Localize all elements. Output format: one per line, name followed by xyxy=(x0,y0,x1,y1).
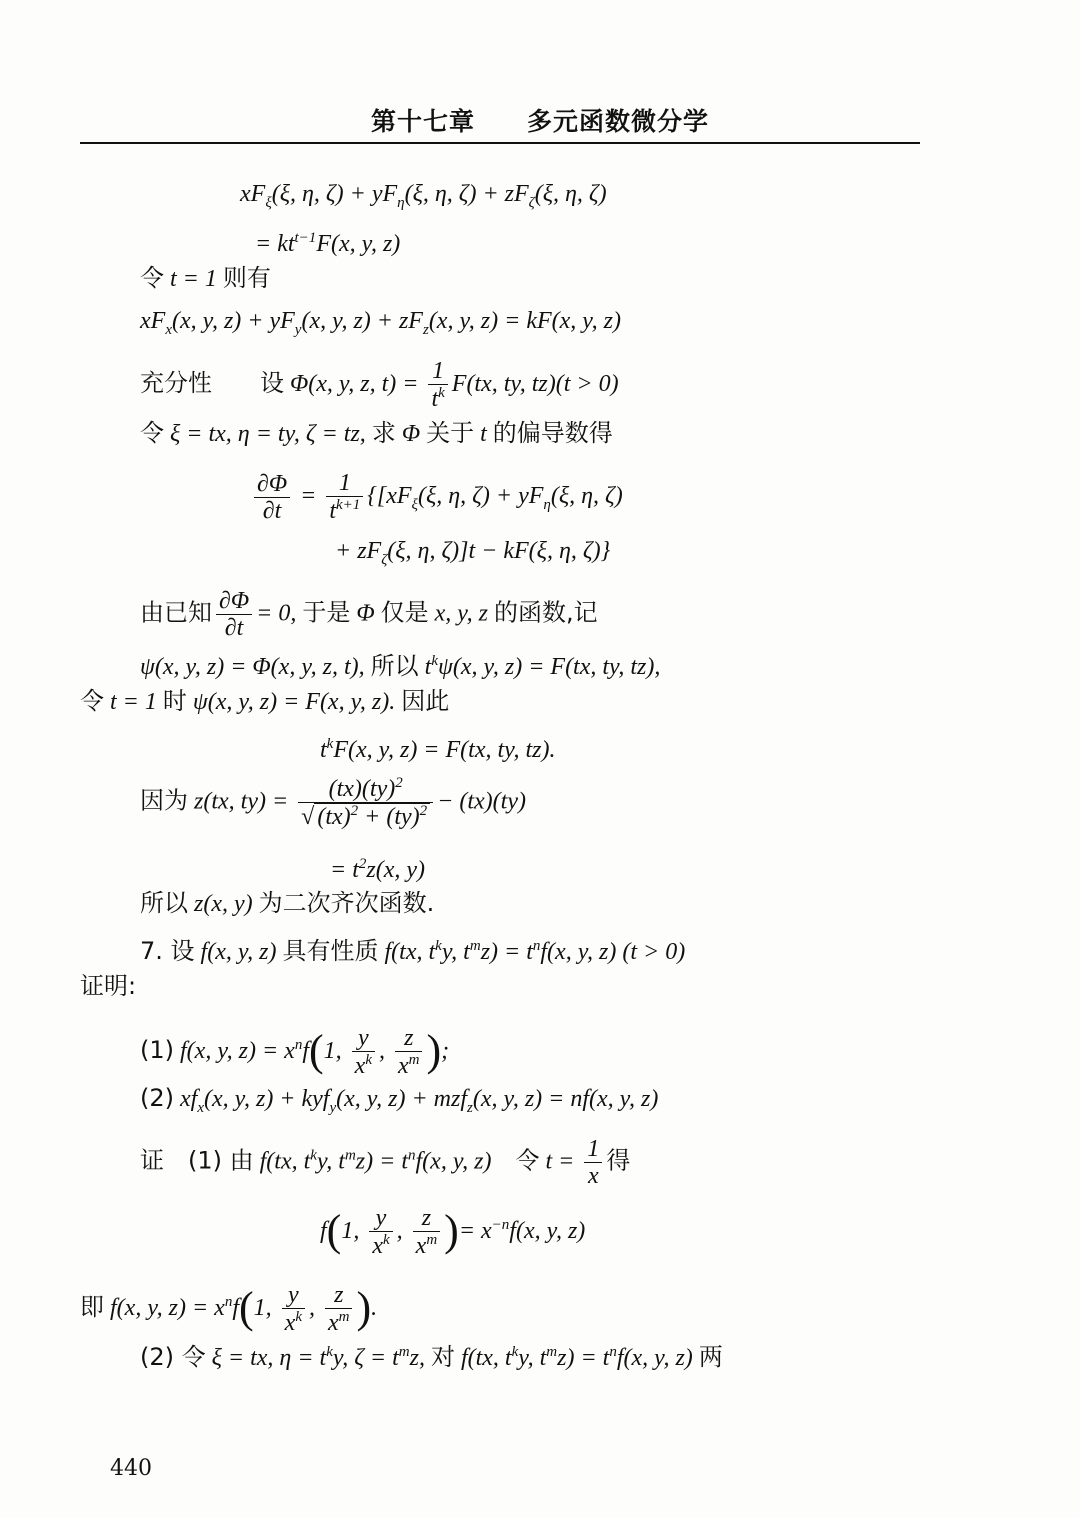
text-line: ψ(x, y, z) = Φ(x, y, z, t), 所以 $t^k\psi(x$, y, z) = F(tx, ty, tz), xyxy=(140,652,661,680)
equation-line: + $zF_\zeta(\xi$, η, ζ)]t − kF(ξ, η, ζ)} xyxy=(335,538,611,568)
equation-line: 即 f(x, y, $z) = x^nf(1$, $\frac{y}{x^k}$ , $\frac{z}{x^m}$ ). xyxy=(80,1282,378,1337)
text-line: 由已知 $\frac{\partial\Phi}{\partial t}$ = 0, 于是 Φ 仅是 x, y, z 的函数,记 xyxy=(140,588,598,642)
text-line: 令 t = 1 则有 xyxy=(140,264,271,292)
equation-line: $t^kF(x$, y, z) = F(tx, ty, tz). xyxy=(320,736,556,763)
text-line: 证明: xyxy=(80,972,137,1000)
equation-line: f(1, $\frac{y}{x^k}$ , $\frac{z}{x^m}$ )= $x^{-n}f(x$, y, z) xyxy=(320,1205,586,1260)
proof-line: 证 (1) 由 f(tx, $t^ky$, $t^mz) = t^nf(x$, y, z) 令 t = $\frac{1}{x}$ 得 xyxy=(140,1136,631,1190)
equation-line: $\frac{\partial\Phi}{\partial t}$ = $\frac{1}{t^{k+1}}$ {[$xF_\xi(\xi$, η, $\zeta) + yF_\eta(\xi$, η, ζ) xyxy=(250,470,623,525)
page-number: 440 xyxy=(110,1456,152,1481)
equation-line: = $t^2z(x$, y) xyxy=(330,856,426,883)
proof-line: (2) 令 ξ = tx, $\eta = t^ky$, $\zeta = t^mz$, 对 f(tx, $t^ky$, $t^mz) = t^nf(x$, y, z) 两 xyxy=(140,1343,723,1371)
text-line: 令 ξ = tx, η = ty, ζ = tz, 求 Φ 关于 t 的偏导数得 xyxy=(140,419,613,447)
equation-line: $xF_x(x$, y, $z) + yF_y(x$, y, $z) + zF_z(x$, y, z) = kF(x, y, z) xyxy=(140,308,621,338)
problem-statement: 7. 设 f(x, y, z) 具有性质 f(tx, $t^ky$, $t^mz) = t^nf(x$, y, z) (t > 0) xyxy=(140,937,686,965)
equation-line: (1) f(x, y, $z) = x^nf(1$, $\frac{y}{x^k}$ , $\frac{z}{x^m}$ ); xyxy=(140,1025,450,1080)
equation-line: (2) $xf_x(x$, y, z) + kyf$_y$(x, y, z) + mzf$_z$(x, y, z) = nf(x, y, z) xyxy=(140,1084,659,1116)
text-line: 令 t = 1 时 ψ(x, y, z) = F(x, y, z). 因此 xyxy=(80,687,450,715)
equation-line: $xF_\xi(\xi$, η, $\zeta) + yF_\eta(\xi$, η, $\zeta) + zF_\zeta(\xi$, η, ζ) xyxy=(240,181,607,211)
text-line: 充分性 设 Φ(x, y, z, t) = $\frac{1}{t^k}$ F(tx, ty, tz)(t > 0) xyxy=(140,358,619,413)
text-line: 所以 z(x, y) 为二次齐次函数. xyxy=(140,889,435,917)
header-divider xyxy=(80,142,920,144)
equation-line: 因为 z(tx, ty) = $\frac{(tx)(ty)^2}{√ (tx)^2 + (ty)^2}$ − (tx)(ty) xyxy=(140,775,526,831)
equation-line: = $kt^{t-1}F(x$, y, z) xyxy=(255,230,401,257)
page-header-title: 第十七章 多元函数微分学 xyxy=(370,107,709,136)
